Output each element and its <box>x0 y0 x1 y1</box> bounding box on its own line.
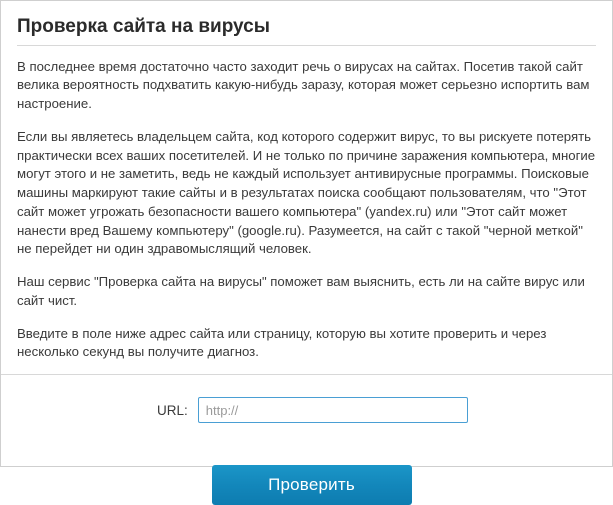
title-divider <box>17 45 596 46</box>
check-button[interactable]: Проверить <box>212 465 412 505</box>
submit-row <box>17 465 596 505</box>
page-title: Проверка сайта на вирусы <box>17 16 270 37</box>
paragraph-1: В последнее время достаточно часто заходит речь о вирусах на сайтах. Посетив такой сайт велика вероятность подхватить какую-нибудь заразу, которая может серьезно испортить вам настроение. <box>17 58 590 112</box>
paragraph-2: Если вы являетесь владельцем сайта, код которого содержит вирус, то вы рискуете потерять практически всех ваших посетителей. И не только по причине заражения компьютера, многие могут этого и не заметить, ведь не каждый использует антивирусные программы. Поисковые машины маркируют такие сайты и в результатах поиска сообщают пользователям, что "Этот сайт может угрожать безопасности вашего компьютера" (yandex.ru) или "Этот сайт может нанести вред Вашему компьютеру" (google.ru). Разумеется, на сайт с такой "черной меткой" не перейдет ни один здравомыслящий человек. <box>17 128 596 257</box>
paragraph-3: Наш сервис "Проверка сайта на вирусы" поможет вам выяснить, есть ли на сайте вирус или сайт чист. <box>17 274 585 308</box>
url-input[interactable] <box>198 397 468 423</box>
url-field-row <box>17 397 596 423</box>
paragraph-4: Введите в поле ниже адрес сайта или страницу, которую вы хотите проверить и через несколько секунд вы получите диагноз. <box>17 325 547 360</box>
article-content <box>1 1 612 362</box>
scan-form <box>1 375 612 505</box>
url-label: URL: <box>157 402 188 418</box>
